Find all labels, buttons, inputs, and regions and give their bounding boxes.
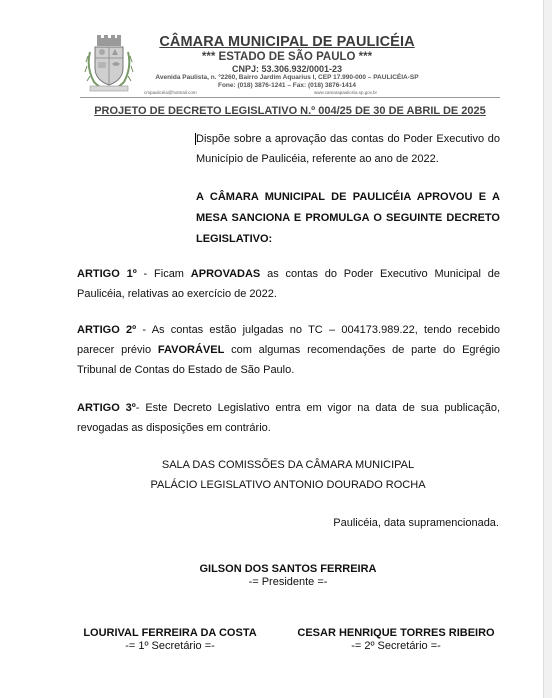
decree-title: PROJETO DE DECRETO LEGISLATIVO N.º 004/25 DE 30 DE ABRIL DE 2025 — [94, 105, 486, 117]
article-1-emphasis: APROVADAS — [190, 268, 261, 280]
article-2-label: ARTIGO 2º — [77, 324, 137, 336]
article-2-text-b: com algumas recomendações de parte do Egrégio Tribunal de Contas do Estado de São Paulo. — [77, 344, 500, 376]
first-secretary-role: -= 1º Secretário =- — [125, 640, 215, 652]
legislative-palace-line: PALÁCIO LEGISLATIVO ANTONIO DOURADO ROCHA — [150, 479, 426, 491]
second-secretary-role: -= 2º Secretário =- — [351, 640, 441, 652]
first-secretary-name: LOURIVAL FERREIRA DA COSTA — [83, 627, 257, 639]
municipal-crest-icon — [84, 32, 134, 92]
session-room-line: SALA DAS COMISSÕES DA CÂMARA MUNICIPAL — [161, 459, 415, 471]
address-line: Avenida Paulista, n. º2260, Bairro Jardim Aquarius I, CEP 17.990-000 – PAULICÉIA-SP — [155, 74, 419, 81]
website-text: www.camarapaulicéia.sp.gov.br — [314, 90, 377, 95]
article-1-label: ARTIGO 1º — [77, 268, 137, 280]
ementa-paragraph: Dispõe sobre a aprovação das contas do Poder Executivo do Município de Paulicéia, referente ao ano de 2022. — [196, 133, 500, 165]
state-line: *** ESTADO DE SÃO PAULO *** — [201, 51, 373, 63]
dateline: Paulicéia, data supramencionada. — [333, 517, 499, 529]
article-1-text-a: - Ficam — [136, 268, 191, 280]
article-1 — [77, 264, 500, 304]
chamber-name: CÂMARA MUNICIPAL DE PAULICÉIA — [159, 34, 415, 50]
phone-line: Fone: (018) 3876-1241 – Fax: (018) 3876-1414 — [217, 82, 357, 89]
article-3-label: ARTIGO 3º — [77, 402, 136, 414]
article-1-text-b: as contas do Poder Executivo Municipal de Paulicéia, relativas ao exercício de 2022. — [77, 268, 500, 300]
article-3-text: - Este Decreto Legislativo entra em vigor na data de sua publicação, revogadas as disposições em contrário. — [77, 402, 501, 434]
article-2 — [77, 320, 500, 380]
article-3 — [77, 398, 500, 438]
cnpj-line: CNPJ: 53.306.932/0001-23 — [231, 64, 343, 74]
president-role: -= Presidente =- — [248, 576, 328, 588]
header-divider — [80, 97, 500, 98]
article-2-text-a: - As contas estão julgadas no TC – 004173.989.22, tendo recebido parecer prévio — [77, 324, 500, 356]
second-secretary-name: CESAR HENRIQUE TORRES RIBEIRO — [297, 627, 495, 639]
vertical-scrollbar[interactable] — [543, 0, 552, 698]
article-2-emphasis: FAVORÁVEL — [157, 344, 225, 356]
preamble-paragraph: A CÂMARA MUNICIPAL DE PAULICÉIA APROVOU E A MESA SANCIONA E PROMULGA O SEGUINTE DECRETO LEGISLATIVO: — [196, 191, 500, 245]
email-text: cmpaulicéia@hotmail.com — [144, 90, 197, 95]
president-name: GILSON DOS SANTOS FERREIRA — [199, 563, 377, 575]
